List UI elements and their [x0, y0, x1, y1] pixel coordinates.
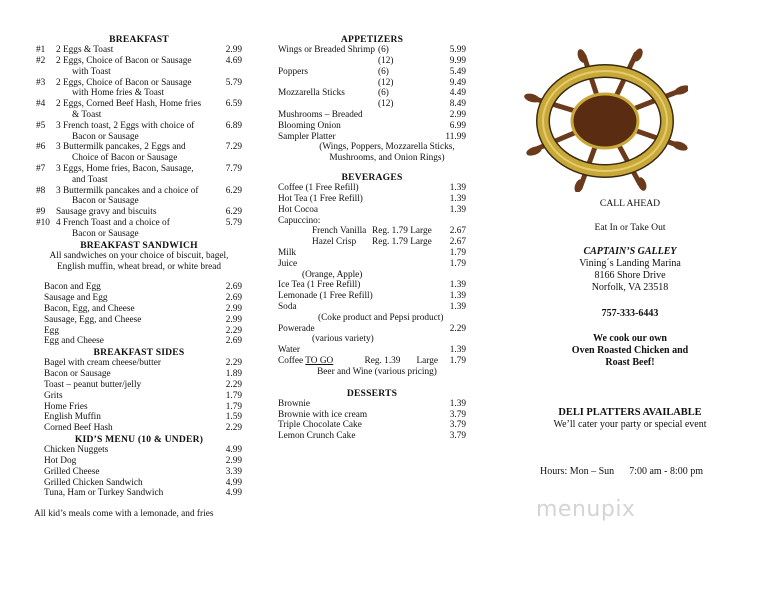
breakfast-list — [36, 45, 242, 239]
menu-item: Milk 1.79 — [278, 247, 466, 258]
juice-note: (Orange, Apple) — [302, 269, 363, 280]
menu-item: Hot Dog 2.99 — [44, 455, 242, 466]
menu-item: Brownie 1.39 — [278, 398, 466, 409]
menu-item: Mozzarella Sticks (6) 4.49 — [278, 88, 466, 99]
menu-item: #3 2 Eggs, Choice of Bacon or Sausage 5.79 — [36, 77, 242, 88]
breakfast-header: BREAKFAST — [109, 34, 169, 45]
left-column — [36, 34, 242, 520]
menu-item-continuation: with Home fries & Toast — [72, 88, 165, 99]
address-line: Vining´s Landing Marina — [579, 258, 681, 269]
menu-item: Egg 2.29 — [44, 325, 242, 336]
menu-item: Hot Cocoa 1.39 — [278, 204, 466, 215]
menu-item: Lemon Crunch Cake 3.79 — [278, 431, 466, 442]
menu-item: Grits 1.79 — [44, 390, 242, 401]
menu-item: Juice 1.79 — [278, 258, 466, 269]
menu-item-continuation: & Toast — [72, 109, 102, 120]
menu-item: Bacon and Egg 2.69 — [44, 282, 242, 293]
appetizers-list — [278, 45, 466, 142]
menu-item: Egg and Cheese 2.69 — [44, 336, 242, 347]
beer-wine-note: Beer and Wine (various pricing) — [317, 366, 437, 377]
address-line: Norfolk, VA 23518 — [591, 282, 669, 293]
menu-item: Brownie with ice cream 3.79 — [278, 409, 466, 420]
menu-item: #8 3 Buttermilk pancakes and a choice of 6.29 — [36, 185, 242, 196]
capuccino-list — [278, 226, 466, 248]
menu-item: Toast – peanut butter/jelly 2.29 — [44, 379, 242, 390]
desserts-list — [278, 399, 466, 442]
menu-item: Sampler Platter 11.99 — [278, 131, 466, 142]
menu-item: Tuna, Ham or Turkey Sandwich 4.99 — [44, 488, 242, 499]
menu-item-continuation: Bacon or Sausage — [72, 196, 139, 207]
menu-item: Blooming Onion 6.99 — [278, 120, 466, 131]
beverages-header: BEVERAGES — [341, 171, 403, 183]
menu-item: English Muffin 1.59 — [44, 412, 242, 423]
menu-item: #10 4 French Toast and a choice of 5.79 — [36, 217, 242, 228]
menu-item-continuation: and Toast — [72, 174, 108, 185]
kids-note: All kid’s meals come with a lemonade, and fries — [34, 509, 214, 520]
address-line: 8166 Shore Drive — [594, 270, 666, 281]
menu-item: Ice Tea (1 Free Refill) 1.39 — [278, 280, 466, 291]
appetizers-header: APPETIZERS — [340, 34, 404, 45]
menu-item: #5 3 French toast, 2 Eggs with choice of 6.89 — [36, 120, 242, 131]
menu-item: Grilled Cheese 3.39 — [44, 466, 242, 477]
promo-text: We cook our own — [593, 333, 667, 344]
menu-item: Water 1.39 — [278, 345, 466, 356]
menu-item: #6 3 Buttermilk pancakes, 2 Eggs and 7.29 — [36, 142, 242, 153]
menu-item: Grilled Chicken Sandwich 4.99 — [44, 477, 242, 488]
ships-wheel-icon — [522, 48, 688, 192]
coffee-to-go-row: Coffee TO GO Reg. 1.39 Large 1.79 — [278, 355, 466, 366]
kids-menu-header: KID’S MENU (10 & UNDER) — [74, 433, 204, 445]
menu-item: Home Fries 1.79 — [44, 401, 242, 412]
menu-item: Bacon or Sausage 1.89 — [44, 369, 242, 380]
breakfast-sides-header: BREAKFAST SIDES — [93, 347, 185, 359]
kids-list — [36, 445, 242, 499]
menu-item: Soda 1.39 — [278, 301, 466, 312]
promo-text: Roast Beef! — [605, 357, 655, 368]
menu-item: Sausage, Egg, and Cheese 2.99 — [44, 314, 242, 325]
soda-note: (Coke product and Pepsi product) — [318, 312, 444, 323]
middle-column — [278, 34, 466, 442]
menu-item-continuation: Bacon or Sausage — [72, 131, 139, 142]
sandwich-note: English muffin, wheat bread, or white bread — [56, 261, 222, 272]
breakfast-sandwich-header: BREAKFAST SANDWICH — [80, 239, 198, 251]
menu-item: (12) 8.49 — [378, 99, 466, 110]
menu-item-continuation: with Toast — [72, 66, 111, 77]
beverages-list — [278, 183, 466, 215]
menu-item: Hot Tea (1 Free Refill) 1.39 — [278, 193, 466, 204]
menu-item-continuation: Bacon or Sausage — [72, 228, 139, 239]
capuccino-item: French Vanilla Reg. 1.79 Large 2.67 — [312, 226, 466, 237]
menu-item: #9 Sausage gravy and biscuits 6.29 — [36, 207, 242, 218]
menu-item: Sausage and Egg 2.69 — [44, 293, 242, 304]
menu-item: Triple Chocolate Cake 3.79 — [278, 420, 466, 431]
capuccino-label: Capuccino: — [278, 215, 321, 226]
menu-item: Chicken Nuggets 4.99 — [44, 445, 242, 456]
menu-item: #2 2 Eggs, Choice of Bacon or Sausage 4.69 — [36, 56, 242, 66]
menu-item: #4 2 Eggs, Corned Beef Hash, Home fries 6.59 — [36, 99, 242, 110]
menu-item: (12) 9.49 — [378, 77, 466, 88]
capuccino-item: Hazel Crisp Reg. 1.79 Large 2.67 — [312, 237, 466, 248]
menu-item: #7 3 Eggs, Home fries, Bacon, Sausage, 7.79 — [36, 163, 242, 174]
sandwich-list — [36, 282, 242, 347]
menu-item: Corned Beef Hash 2.29 — [44, 423, 242, 434]
menu-item-continuation: Choice of Bacon or Sausage — [72, 153, 178, 164]
call-ahead: CALL AHEAD — [599, 198, 661, 209]
menu-item: #1 2 Eggs & Toast 2.99 — [36, 45, 242, 56]
deli-platters-title: DELI PLATTERS AVAILABLE — [558, 407, 702, 418]
menu-item: Mushrooms – Breaded 2.99 — [278, 109, 466, 120]
phone-number: 757-333-6443 — [601, 308, 659, 319]
menu-item: Lemonade (1 Free Refill) 1.39 — [278, 291, 466, 302]
menu-item: Bacon, Egg, and Cheese 2.99 — [44, 303, 242, 314]
catering-text: We’ll cater your party or special event — [553, 419, 707, 430]
hours: Hours: Mon – Sun 7:00 am - 8:00 pm — [540, 466, 704, 477]
eat-in-take-out: Eat In or Take Out — [594, 222, 666, 233]
desserts-header: DESSERTS — [346, 387, 398, 399]
sampler-note: Mushrooms, and Onion Rings) — [329, 153, 445, 164]
menu-item: Powerade 2.29 — [278, 323, 466, 334]
promo-text: Oven Roasted Chicken and — [571, 345, 689, 356]
watermark-logo: menupix — [536, 497, 636, 522]
menu-item: Bagel with cream cheese/butter 2.29 — [44, 358, 242, 369]
menu-item: (12) 9.99 — [378, 56, 466, 66]
sides-list — [36, 358, 242, 434]
menu-item: Poppers (6) 5.49 — [278, 66, 466, 77]
menu-item: Wings or Breaded Shrimp (6) 5.99 — [278, 45, 466, 56]
powerade-note: (various variety) — [312, 334, 374, 345]
restaurant-name: CAPTAIN’S GALLEY — [583, 246, 677, 257]
sandwich-note: All sandwiches on your choice of biscuit, bagel, — [49, 250, 229, 261]
sampler-note: (Wings, Poppers, Mozzarella Sticks, — [319, 142, 455, 153]
menu-item: Coffee (1 Free Refill) 1.39 — [278, 183, 466, 194]
